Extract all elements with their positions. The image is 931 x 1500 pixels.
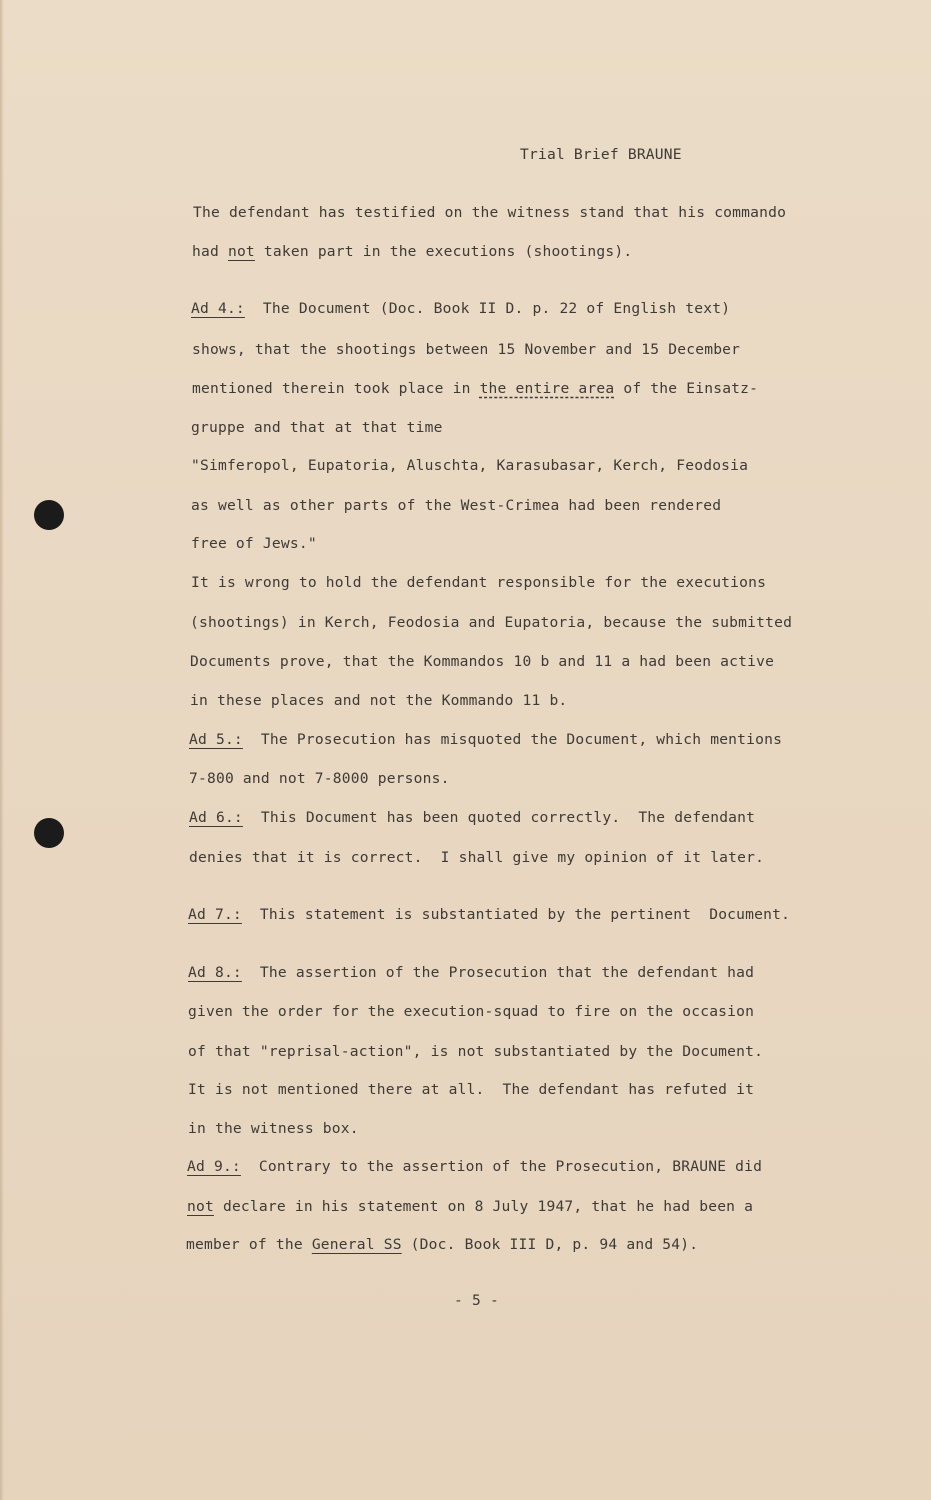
punch-hole-top — [34, 500, 64, 530]
ad4-line-8: It is wrong to hold the defendant responsible for the executions — [191, 574, 767, 591]
ad4-line-11: in these places and not the Kommando 11 b. — [190, 692, 568, 709]
ad4-line-9: (shootings) in Kerch, Feodosia and Eupatoria, because the submitted — [190, 614, 793, 631]
ad9-line-3: member of the General SS (Doc. Book III D, p. 94 and 54). — [186, 1236, 699, 1253]
ad8-line-2: given the order for the execution-squad to fire on the occasion — [188, 1003, 755, 1020]
ad7-label: Ad 7.: — [188, 906, 242, 923]
underlined-general-ss: General SS — [311, 1236, 402, 1253]
ad4-line-5: "Simferopol, Eupatoria, Aluschta, Karasubasar, Kerch, Feodosia — [191, 457, 749, 474]
page-number: - 5 - — [454, 1292, 499, 1309]
ad4-line-4: gruppe and that at that time — [191, 419, 443, 436]
ad7-line-1: Ad 7.: This statement is substantiated by the pertinent Document. — [188, 906, 791, 923]
page-title: Trial Brief BRAUNE — [520, 146, 682, 163]
intro-line-2: had not taken part in the executions (shootings). — [192, 243, 633, 260]
ad4-line-1: Ad 4.: The Document (Doc. Book II D. p. 22 of English text) — [191, 300, 731, 317]
ad8-line-3: of that "reprisal-action", is not substantiated by the Document. — [188, 1043, 764, 1060]
ad9-label: Ad 9.: — [187, 1158, 241, 1175]
intro-line-1: The defendant has testified on the witness stand that his commando — [193, 204, 787, 221]
ad8-line-5: in the witness box. — [188, 1120, 359, 1137]
ad5-line-2: 7-800 and not 7-8000 persons. — [189, 770, 450, 787]
ad4-line-7: free of Jews." — [191, 535, 317, 552]
ad4-label: Ad 4.: — [191, 300, 245, 317]
ad9-line-2: not declare in his statement on 8 July 1947, that he had been a — [187, 1198, 754, 1215]
ad8-line-1: Ad 8.: The assertion of the Prosecution that the defendant had — [188, 964, 755, 981]
ad5-label: Ad 5.: — [189, 731, 243, 748]
ad4-line-10: Documents prove, that the Kommandos 10 b and 11 a had been active — [190, 653, 775, 670]
underlined-entire-area: the entire area — [479, 380, 615, 397]
punch-hole-bottom — [34, 818, 64, 848]
ad5-line-1: Ad 5.: The Prosecution has misquoted the Document, which mentions — [189, 731, 783, 748]
underlined-not: not — [227, 243, 255, 260]
ad8-line-4: It is not mentioned there at all. The defendant has refuted it — [188, 1081, 755, 1098]
ad6-line-1: Ad 6.: This Document has been quoted correctly. The defendant — [189, 809, 756, 826]
ad4-line-3: mentioned therein took place in the entire area of the Einsatz- — [192, 380, 759, 397]
ad9-line-1: Ad 9.: Contrary to the assertion of the Prosecution, BRAUNE did — [187, 1158, 763, 1175]
page-edge-shadow — [0, 0, 4, 1500]
ad4-line-2: shows, that the shootings between 15 November and 15 December — [192, 341, 741, 358]
ad4-line-6: as well as other parts of the West-Crimea had been rendered — [191, 497, 722, 514]
underlined-not-2: not — [187, 1198, 214, 1215]
ad6-label: Ad 6.: — [189, 809, 243, 826]
ad8-label: Ad 8.: — [188, 964, 242, 981]
ad6-line-2: denies that it is correct. I shall give my opinion of it later. — [189, 849, 765, 866]
